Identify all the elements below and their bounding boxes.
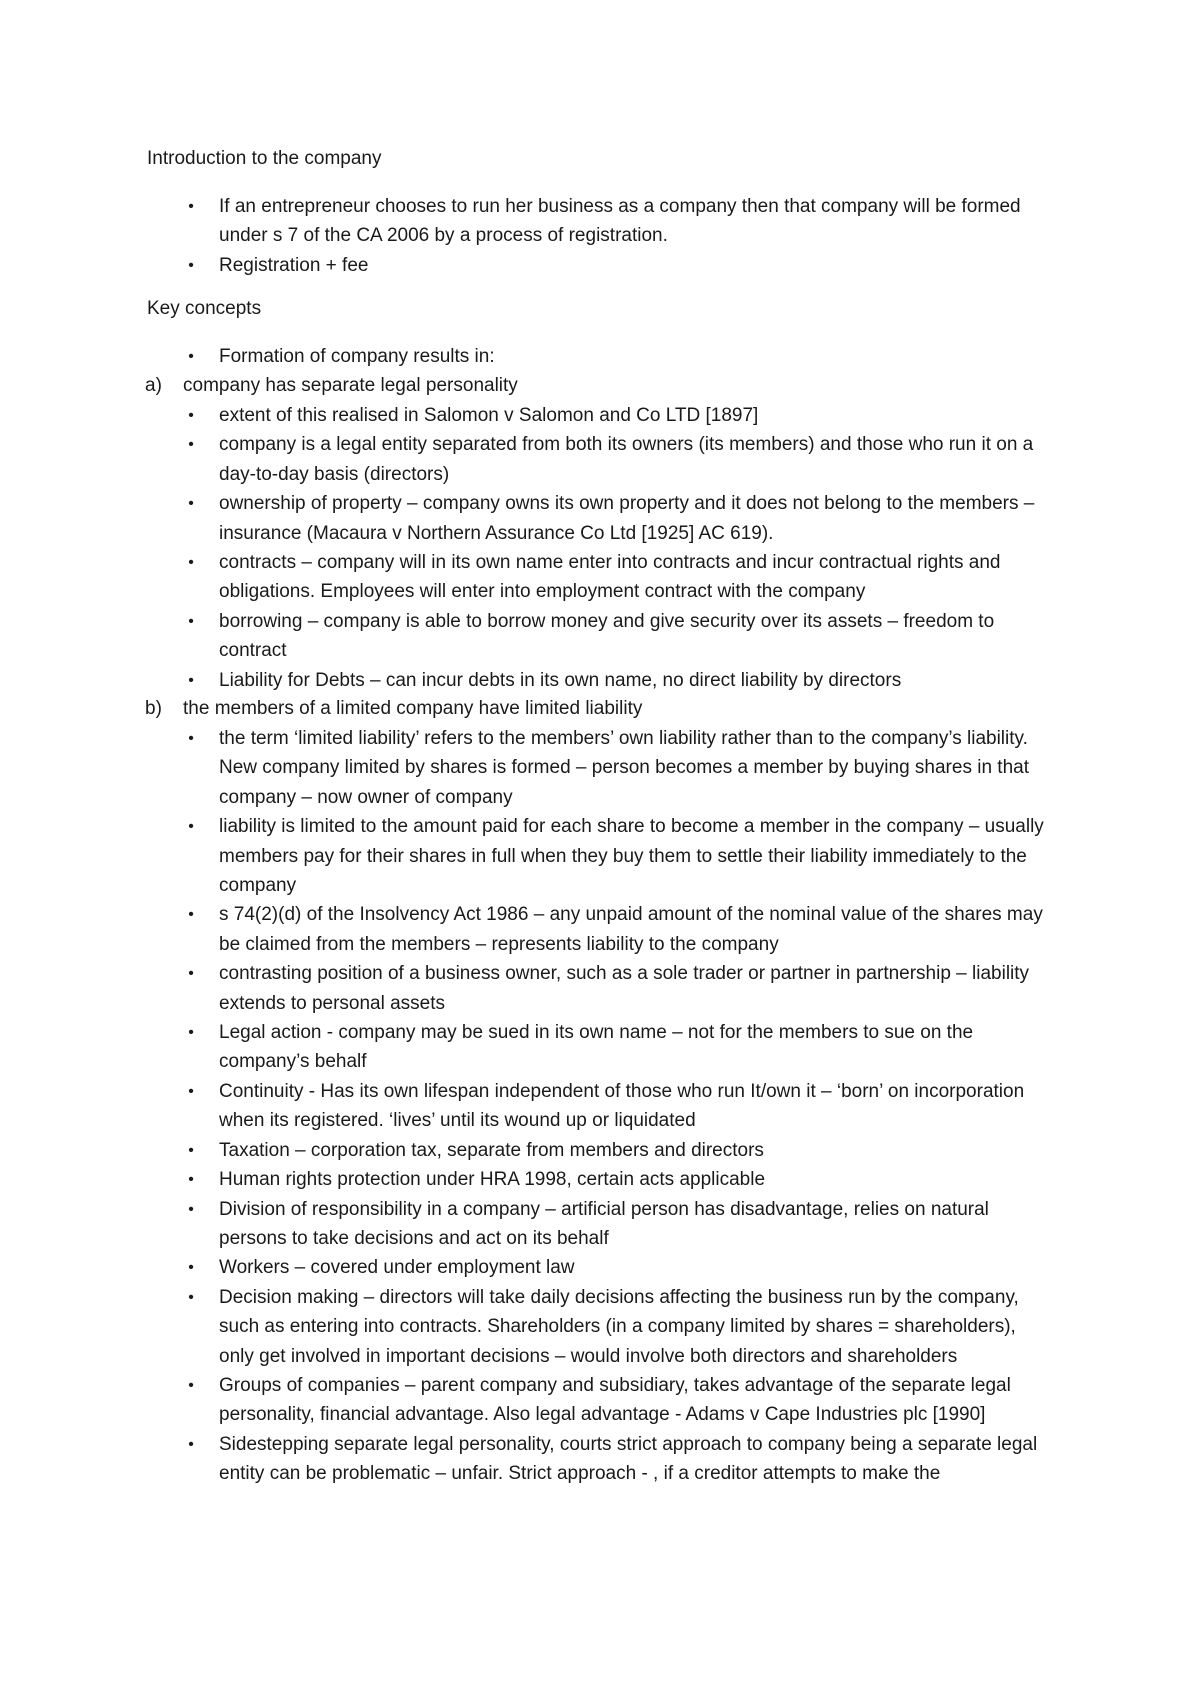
bullet-icon: • — [188, 965, 194, 983]
bullet-icon: • — [188, 1259, 194, 1277]
list-item-text: Workers – covered under employment law — [219, 1257, 575, 1279]
list-item-text: Human rights protection under HRA 1998, certain acts applicable — [219, 1169, 766, 1191]
list-item — [0, 1195, 1200, 1254]
list-item-text: Legal action - company may be sued in its own name – not for the members to sue on the company’s behalf — [219, 1022, 974, 1073]
list-item-text: Liability for Debts – can incur debts in its own name, no direct liability by directors — [219, 669, 902, 691]
list-item — [0, 430, 1200, 489]
list-marker-b: b) — [145, 698, 162, 719]
list-item — [0, 192, 1200, 251]
list-item — [0, 724, 1200, 812]
lettered-item-text-a: company has separate legal personality — [183, 375, 518, 396]
list-item — [0, 959, 1200, 1018]
section-heading-introduction: Introduction to the company — [147, 148, 382, 169]
list-item — [0, 1077, 1200, 1136]
list-item — [0, 342, 1200, 371]
list-item — [0, 1136, 1200, 1165]
list-item — [0, 548, 1200, 607]
list-item-text: Registration + fee — [219, 254, 369, 276]
list-item-text: the term ‘limited liability’ refers to the members’ own liability rather than to the company’s liability. New company limited by shares is formed – person becomes a member by buying shares in that company – now owner of company — [219, 728, 1029, 808]
list-item — [0, 1283, 1200, 1371]
list-item — [0, 1430, 1200, 1489]
bullet-icon: • — [188, 1435, 194, 1453]
bullet-icon: • — [188, 730, 194, 747]
list-item — [0, 666, 1200, 695]
bullet-icon: • — [188, 436, 194, 454]
key-concepts-intro-list — [0, 342, 1200, 371]
bullet-icon: • — [188, 495, 194, 513]
list-item-text: s 74(2)(d) of the Insolvency Act 1986 – any unpaid amount of the nominal value of the shares may be claimed from the members – represents liability to the company — [219, 904, 1043, 955]
list-item-text: company is a legal entity separated from both its owners (its members) and those who run it on a day-to-day basis (directors) — [219, 434, 1034, 485]
bullet-icon: • — [188, 612, 194, 630]
bullet-icon: • — [188, 1376, 194, 1394]
section-heading-key-concepts: Key concepts — [147, 298, 262, 319]
list-item-text: contracts – company will in its own name enter into contracts and incur contractual rights and obligations. Employees will enter into employment contract with the company — [219, 552, 1001, 603]
list-item — [0, 812, 1200, 900]
list-item — [0, 607, 1200, 666]
lettered-item-text-b: the members of a limited company have limited liability — [183, 698, 643, 719]
bullet-icon: • — [188, 256, 194, 274]
bullet-icon: • — [188, 407, 194, 424]
bullet-icon: • — [188, 1200, 194, 1218]
list-item-text: Groups of companies – parent company and subsidiary, takes advantage of the separate legal personality, financial advantage. Also legal advantage - Adams v Cape Industries plc [1990] — [219, 1374, 1011, 1426]
bullet-icon: • — [188, 348, 194, 365]
list-item-text: ownership of property – company owns its own property and it does not belong to the members – insurance (Macaura v Northern Assurance Co Ltd [1925] AC 619). — [219, 493, 1035, 544]
bullet-icon: • — [188, 198, 194, 215]
bullet-icon: • — [188, 1141, 194, 1159]
bullet-icon: • — [188, 1024, 194, 1042]
list-item — [0, 1371, 1200, 1430]
list-item — [0, 1018, 1200, 1077]
list-item-text: extent of this realised in Salomon v Salomon and Co LTD [1897] — [219, 405, 759, 426]
bullet-icon: • — [188, 554, 194, 572]
bullet-icon: • — [188, 1288, 194, 1306]
list-item-text: Formation of company results in: — [219, 346, 495, 367]
list-item — [0, 401, 1200, 430]
list-marker-a: a) — [145, 375, 162, 396]
list-item-text: borrowing – company is able to borrow money and give security over its assets – freedom to contract — [219, 610, 995, 662]
list-item-text: Decision making – directors will take daily decisions affecting the business run by the company, such as entering into contracts. Shareholders (in a company limited by shares = shareholders), only get involved in important decisions – would involve both directors and shareholders — [219, 1286, 1019, 1367]
separate-personality-bullet-list — [0, 401, 1200, 695]
bullet-icon: • — [188, 1171, 194, 1189]
list-item — [0, 251, 1200, 280]
list-item — [0, 1253, 1200, 1282]
limited-liability-bullet-list — [0, 724, 1200, 1489]
list-item-text: Taxation – corporation tax, separate from members and directors — [219, 1139, 764, 1161]
list-item-text: contrasting position of a business owner, such as a sole trader or partner in partnership – liability extends to personal assets — [219, 963, 1030, 1014]
introduction-bullet-list — [0, 192, 1200, 280]
bullet-icon: • — [188, 818, 194, 836]
list-item-text: Division of responsibility in a company – artificial person has disadvantage, relies on natural persons to take decisions and act on its behalf — [219, 1198, 989, 1249]
list-item — [0, 900, 1200, 959]
list-item — [0, 489, 1200, 548]
bullet-icon: • — [188, 671, 194, 689]
bullet-icon: • — [188, 1082, 194, 1100]
list-item-text: liability is limited to the amount paid for each share to become a member in the company – usually members pay for their shares in full when they buy them to settle their liability immediately to the company — [219, 816, 1044, 897]
list-item-text: Sidestepping separate legal personality, courts strict approach to company being a separate legal entity can be problematic – unfair. Strict approach - , if a creditor attempts to make the — [219, 1433, 1038, 1485]
list-item-text: If an entrepreneur chooses to run her business as a company then that company will be formed under s 7 of the CA 2006 by a process of registration. — [219, 196, 1021, 247]
list-item-text: Continuity - Has its own lifespan independent of those who run It/own it – ‘born’ on incorporation when its registered. ‘lives’ until its wound up or liquidated — [219, 1080, 1025, 1132]
list-item — [0, 1165, 1200, 1194]
bullet-icon: • — [188, 906, 194, 924]
